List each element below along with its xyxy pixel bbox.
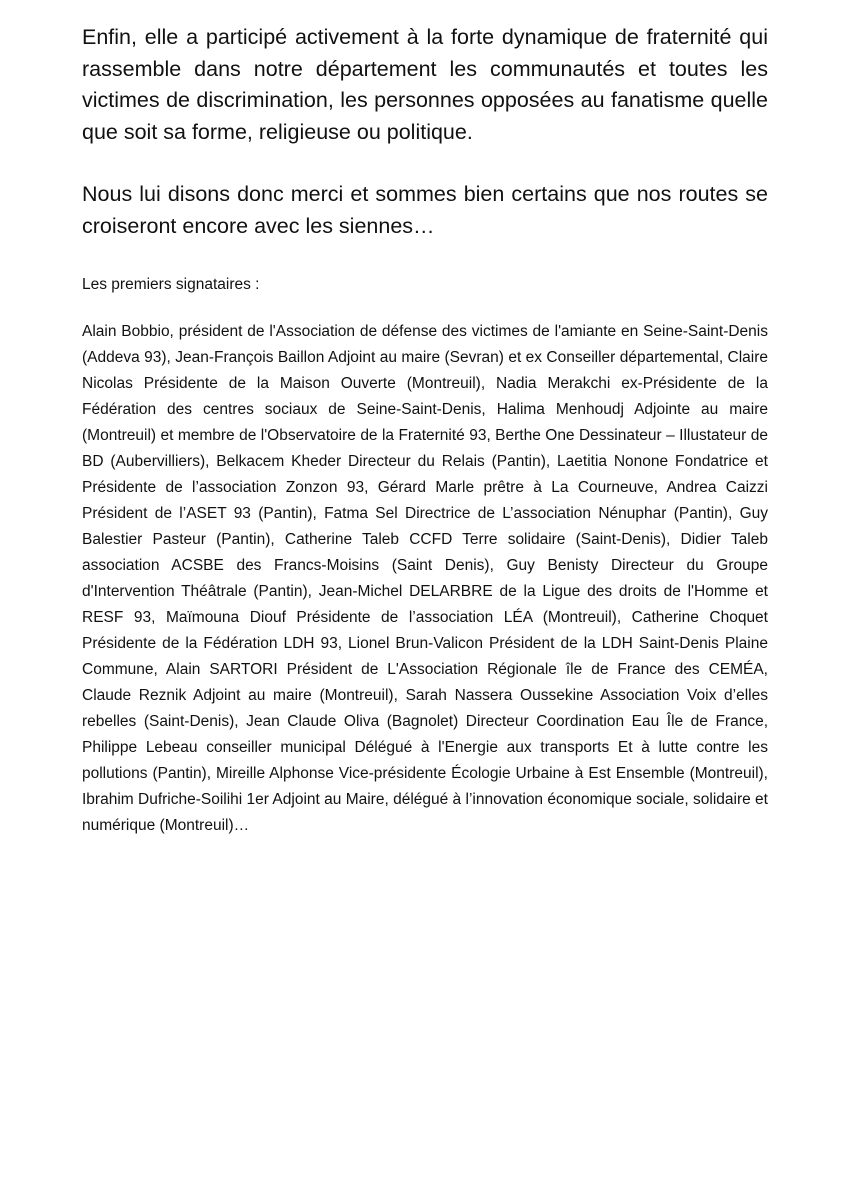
document-page — [82, 22, 768, 839]
paragraph-thanks: Nous lui disons donc merci et sommes bien certains que nos routes se croiseront encore avec les siennes… — [82, 182, 768, 238]
signatories-list: Alain Bobbio, président de l'Association de défense des victimes de l'amiante en Seine-Saint-Denis (Addeva 93), Jean-François Baillon Adjoint au maire (Sevran) et ex Conseiller départemental, Claire Nicolas Présidente de la Maison Ouverte (Montreuil), Nadia Merakchi ex-Présidente de la Fédération des centres sociaux de Seine-Saint-Denis, Halima Menhoudj Adjointe au maire (Montreuil) et membre de l'Observatoire de la Fraternité 93, Berthe One Dessinateur – Illustateur de BD (Aubervilliers), Belkacem Kheder Directeur du Relais (Pantin), Laetitia Nonone Fondatrice et Présidente de l’association Zonzon 93, Gérard Marle prêtre à La Courneuve, Andrea Caizzi Président de l’ASET 93 (Pantin), Fatma Sel Directrice de L’association Nénuphar (Pantin), Guy Balestier Pasteur (Pantin), Catherine Taleb CCFD Terre solidaire (Saint-Denis), Didier Taleb association ACSBE des Francs-Moisins (Saint Denis), Guy Benisty Directeur du Groupe d'Intervention Théâtrale (Pantin), Jean-Michel DELARBRE de la Ligue des droits de l'Homme et RESF 93, Maïmouna Diouf Présidente de l’association LÉA (Montreuil), Catherine Choquet Présidente de la Fédération LDH 93, Lionel Brun-Valicon Président de la LDH Saint-Denis Plaine Commune, Alain SARTORI Président de L'Association Régionale île de France des CEMÉA, Claude Reznik Adjoint au maire (Montreuil), Sarah Nassera Oussekine Association Voix d’elles rebelles (Saint-Denis), Jean Claude Oliva (Bagnolet) Directeur Coordination Eau Île de France, Philippe Lebeau conseiller municipal Délégué à l'Energie aux transports Et à lutte contre les pollutions (Pantin), Mireille Alphonse Vice-présidente Écologie Urbaine à Est Ensemble (Montreuil), Ibrahim Dufriche-Soilihi 1er Adjoint au Maire, délégué à l’innovation économique sociale, solidaire et numérique (Montreuil)… — [82, 323, 768, 834]
paragraph-fraternity: Enfin, elle a participé activement à la forte dynamique de fraternité qui rassemble dans notre département les communautés et toutes les victimes de discrimination, les personnes opposées au fanatisme quelle que soit sa forme, religieuse ou politique. — [82, 25, 768, 144]
signatories-label: Les premiers signataires : — [82, 276, 260, 293]
